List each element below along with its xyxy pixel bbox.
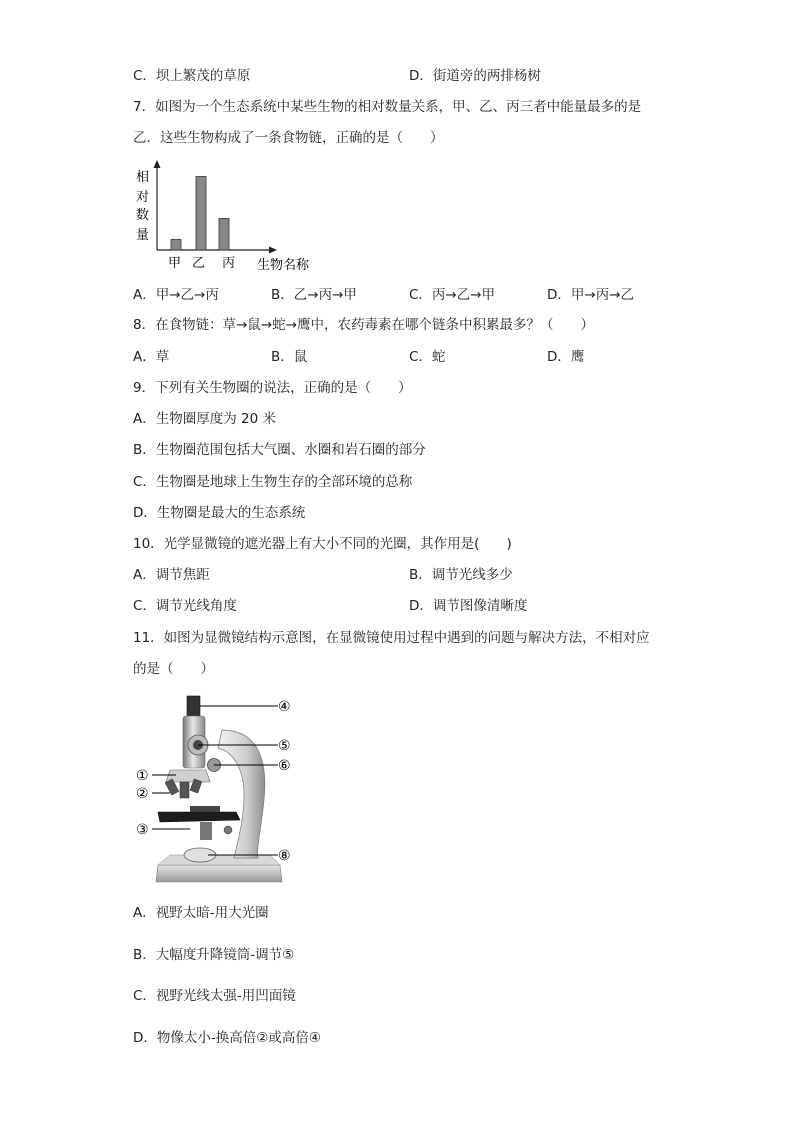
q7-stem-line2: 乙．这些生物构成了一条食物链，正确的是（ ）	[133, 130, 444, 146]
label-6: ⑥	[278, 758, 291, 774]
q8-stem: 8．在食物链：草→鼠→蛇→鹰中，农药毒素在哪个链条中积累最多？（ ）	[133, 317, 595, 333]
q8-option-d: D．鹰	[547, 349, 585, 365]
label-1: ①	[136, 768, 149, 784]
q7-option-d: D．甲→丙→乙	[547, 287, 635, 303]
q10-option-d: D．调节图像清晰度	[409, 598, 528, 614]
label-5: ⑤	[278, 738, 291, 754]
q6-option-c: C．坝上繁茂的草原	[133, 68, 251, 84]
q9-option-c: C．生物圈是地球上生物生存的全部环境的总称	[133, 474, 413, 490]
label-3: ③	[136, 822, 149, 838]
q8-option-a: A．草	[133, 349, 170, 365]
q10-option-b: B．调节光线多少	[409, 567, 513, 583]
q11-option-b: B．大幅度升降镜筒-调节⑤	[133, 947, 295, 963]
stage-clip	[190, 806, 220, 812]
q10-option-c: C．调节光线角度	[133, 598, 237, 614]
chart-bar-jia	[171, 240, 181, 251]
microscope-base-top	[158, 855, 280, 865]
chart-category-yi: 乙	[192, 256, 206, 271]
microscope-diagram	[130, 690, 300, 885]
q6-option-d: D．街道旁的两排杨树	[409, 68, 541, 84]
chart-xlabel: 生物名称	[257, 258, 310, 273]
q10-option-a: A．调节焦距	[133, 567, 210, 583]
q11-stem-line1: 11．如图为显微镜结构示意图，在显微镜使用过程中遇到的问题与解决方法，不相对应	[133, 630, 650, 646]
objective-lens-2	[180, 782, 189, 798]
chart-ylabel-char-1: 相	[136, 170, 150, 185]
chart-category-bing: 丙	[222, 256, 236, 271]
q7-option-b: B．乙→丙→甲	[271, 287, 357, 303]
q7-option-a: A．甲→乙→丙	[133, 287, 219, 303]
chart-category-jia: 甲	[168, 256, 182, 271]
chart-x-axis-arrow	[269, 247, 277, 254]
microscope-base	[156, 865, 282, 882]
q10-stem: 10．光学显微镜的遮光器上有大小不同的光圈，其作用是( )	[133, 536, 512, 552]
q8-option-b: B．鼠	[271, 349, 308, 365]
q9-option-d: D．生物圈是最大的生态系统	[133, 505, 306, 521]
q11-option-a: A．视野太暗-用大光圈	[133, 905, 269, 921]
chart-y-axis-arrow	[154, 160, 161, 168]
chart-ylabel-char-3: 数	[136, 208, 150, 223]
q9-option-a: A．生物圈厚度为 20 米	[133, 411, 276, 427]
arm-screw	[224, 826, 232, 834]
q8-option-c: C．蛇	[409, 349, 446, 365]
label-8: ⑧	[278, 848, 291, 864]
chart-ylabel-char-4: 量	[136, 228, 150, 243]
q7-bar-chart	[130, 158, 330, 276]
q11-option-c: C．视野光线太强-用凹面镜	[133, 988, 296, 1004]
label-2: ②	[136, 786, 149, 802]
microscope-eyepiece	[187, 696, 200, 718]
label-4: ④	[278, 699, 291, 715]
q7-stem-line1: 7．如图为一个生态系统中某些生物的相对数量关系，甲、乙、丙三者中能量最多的是	[133, 99, 642, 115]
microscope-arm	[218, 730, 265, 858]
q9-stem: 9．下列有关生物圈的说法，正确的是（ ）	[133, 380, 412, 396]
microscope-stage	[158, 812, 240, 822]
q11-stem-line2: 的是（ ）	[133, 661, 214, 677]
q11-option-d: D．物像太小-换高倍②或高倍④	[133, 1030, 321, 1046]
q7-option-c: C．丙→乙→甲	[409, 287, 496, 303]
chart-bar-bing	[219, 219, 229, 251]
chart-bar-yi	[196, 177, 206, 251]
q9-option-b: B．生物圈范围包括大气圈、水圈和岩石圈的部分	[133, 442, 426, 458]
chart-ylabel-char-2: 对	[136, 190, 150, 205]
stage-support	[200, 822, 212, 840]
